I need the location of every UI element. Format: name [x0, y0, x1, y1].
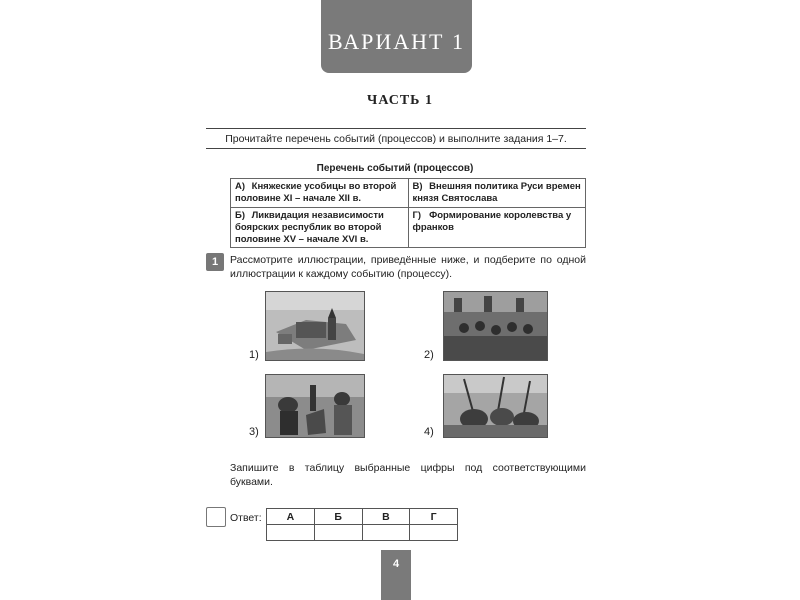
- event-text: Внешняя политика Руси времен князя Святослава: [412, 181, 581, 204]
- event-cell-a: [231, 179, 409, 208]
- answer-cell-b[interactable]: [314, 525, 362, 541]
- event-letter: А): [235, 181, 246, 192]
- illustration-label-4: 4): [424, 426, 434, 438]
- event-cell-v: [408, 179, 586, 208]
- table-row: [231, 207, 586, 248]
- event-letter: Б): [235, 209, 245, 221]
- answer-cell-a[interactable]: [267, 525, 315, 541]
- task-instruction: [206, 128, 586, 149]
- event-text: Формирование королевства у франков: [412, 209, 572, 233]
- task-instruction-text: Прочитайте перечень событий (процессов) и выполните задания 1–7.: [225, 132, 567, 145]
- table-row: [267, 525, 458, 541]
- events-list-title: Перечень событий (процессов): [316, 163, 474, 174]
- answer-table: [266, 508, 458, 541]
- answer-label: Ответ:: [230, 512, 262, 524]
- answer-cell-v[interactable]: [362, 525, 410, 541]
- page-number: 4: [381, 550, 411, 600]
- answer-letter-a: А: [267, 509, 315, 525]
- illustration-2: [443, 291, 548, 361]
- event-text: Княжеские усобицы во второй половине XI – начале XII в.: [235, 181, 397, 204]
- engraving-city-view-icon: [266, 292, 364, 360]
- variant-title: ВАРИАНТ 1: [321, 0, 472, 73]
- events-table: [230, 178, 586, 248]
- engraving-battle-scene-icon: [444, 375, 547, 437]
- event-letter: В): [412, 181, 423, 192]
- answer-checkbox[interactable]: [206, 507, 226, 527]
- engraving-crowd-interior-icon: [444, 292, 547, 360]
- illustration-label-3: 3): [249, 426, 259, 438]
- illustration-4: [443, 374, 548, 438]
- illustration-label-1: 1): [249, 349, 259, 361]
- illustration-1: [265, 291, 365, 361]
- part-title: ЧАСТЬ 1: [367, 93, 433, 108]
- write-instruction: Запишите в таблицу выбранные цифры под соответствующими буквами.: [230, 462, 586, 489]
- answer-letter-v: В: [362, 509, 410, 525]
- illustration-3: [265, 374, 365, 438]
- question-text: Рассмотрите иллюстрации, приведённые ниже, и подберите по одной иллюстрации к каждому событию (процессу).: [230, 254, 586, 280]
- answer-cell-g[interactable]: [410, 525, 458, 541]
- answer-letter-b: Б: [314, 509, 362, 525]
- engraving-figures-scene-icon: [266, 375, 364, 437]
- question-number: 1: [206, 253, 224, 271]
- event-letter: Г): [412, 209, 422, 221]
- illustration-label-2: 2): [424, 349, 434, 361]
- event-text: Ликвидация независимости боярских республик во второй половине XV – начале XVI в.: [235, 209, 384, 245]
- table-row: [231, 179, 586, 208]
- table-row: [267, 509, 458, 525]
- answer-letter-g: Г: [410, 509, 458, 525]
- event-cell-g: [408, 207, 586, 248]
- event-cell-b: [231, 207, 409, 248]
